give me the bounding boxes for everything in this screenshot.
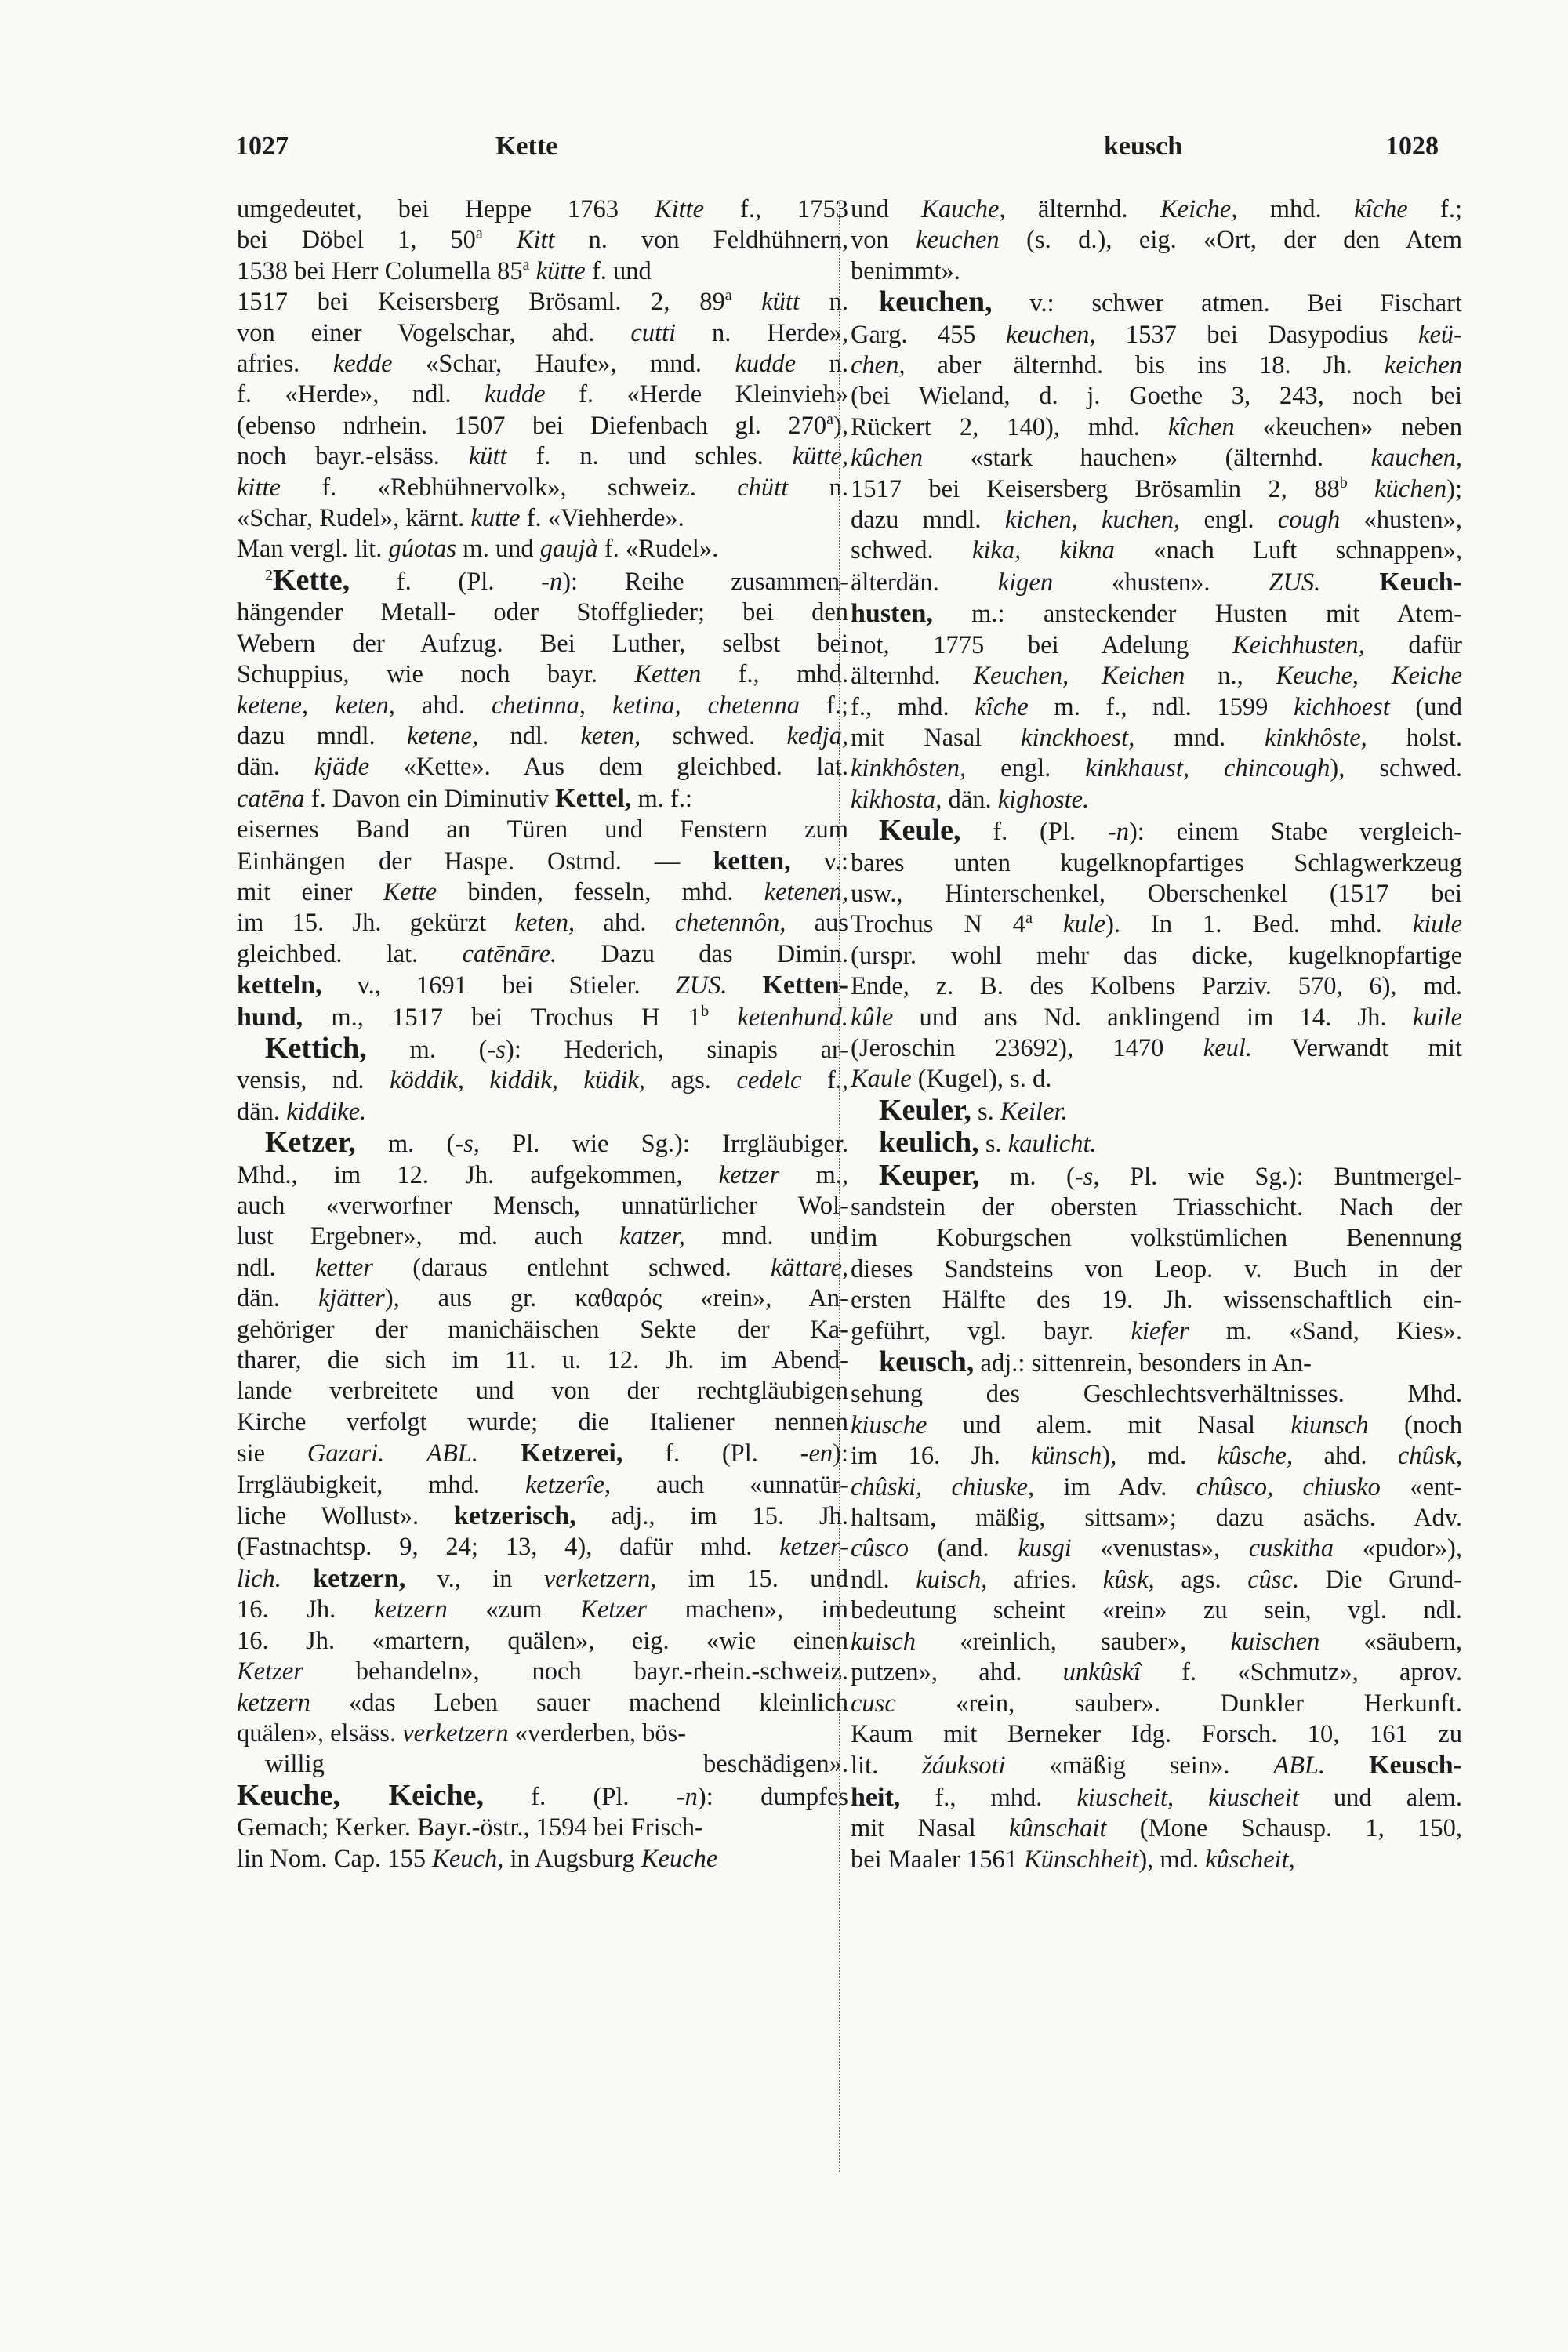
text-line: mit Nasal kinckhoest, mnd. kinkhôste, holst.: [851, 723, 1462, 752]
text-line: cusc «rein, sauber». Dunkler Herkunft.: [851, 1689, 1462, 1718]
text-line: cûsco (and. kusgi «venustas», cuskitha «pudor»),: [851, 1534, 1462, 1563]
text-line: dän. kjäde «Kette». Aus dem gleichbed. lat.: [237, 753, 848, 782]
text-line: 1517 bei Keisersberg Brösamlin 2, 88$^b$ küchen);: [851, 474, 1462, 503]
text-line: Mhd., im 12. Jh. aufgekommen, ketzer m.,: [237, 1160, 848, 1189]
text-line: älternhd. Keuchen, Keichen n., Keuche, Keiche: [851, 662, 1462, 691]
text-line: Schuppius, wie noch bayr. Ketten f., mhd.: [237, 660, 848, 689]
text-line: schwed. kika, kikna «nach Luft schnappen»,: [851, 536, 1462, 565]
text-line: vensis, nd. köddik, kiddik, küdik, ags. cedelc f.,: [237, 1066, 848, 1095]
page-number-left: 1027: [235, 132, 289, 161]
text-line: willig beschädigen».: [265, 1750, 848, 1779]
text-line: keuchen, v.: schwer atmen. Bei Fischart: [879, 287, 1462, 319]
text-line: ersten Hälfte des 19. Jh. wissenschaftlich ein-: [851, 1286, 1462, 1315]
text-line: lust Ergebner», md. auch katzer, mnd. und: [237, 1222, 848, 1251]
text-line: Kirche verfolgt wurde; die Italiener nennen: [237, 1407, 848, 1436]
text-line: (ebenso ndrhein. 1507 bei Diefenbach gl. 270$^a$),: [237, 411, 848, 440]
text-line: putzen», ahd. unkûskî f. «Schmutz», aprov.: [851, 1658, 1462, 1687]
text-line: Kettich, m. (-s): Hederich, sinapis ar-: [265, 1033, 848, 1065]
text-line: Man vergl. lit. gúotas m. und gaujà f. «Rudel».: [237, 535, 719, 564]
text-line: Einhängen der Haspe. Ostmd. — ketten, v.:: [237, 846, 848, 876]
text-line: bei Maaler 1561 Künschheit), md. kûscheit,: [851, 1845, 1295, 1874]
text-line: Kaum mit Berneker Idg. Forsch. 10, 161 zu: [851, 1719, 1462, 1748]
text-line: (Jeroschin 23692), 1470 keul. Verwandt mit: [851, 1033, 1462, 1062]
text-line: umgedeutet, bei Heppe 1763 Kitte f., 1753: [237, 195, 848, 223]
text-line: Kaule (Kugel), s. d.: [851, 1065, 1052, 1094]
right-column: [851, 194, 1462, 1875]
text-line: gehöriger der manichäischen Sekte der Ka-: [237, 1315, 848, 1344]
text-line: dän. kiddike.: [237, 1097, 367, 1126]
text-line: ketene, keten, ahd. chetinna, ketina, chetenna f.;: [237, 691, 848, 720]
text-line: kûchen «stark hauchen» (älternhd. kauchen,: [851, 444, 1462, 473]
text-line: f., mhd. kîche m. f., ndl. 1599 kichhoest (und: [851, 692, 1462, 721]
text-line: (urspr. wohl mehr das dicke, kugelknopfartige: [851, 941, 1462, 970]
text-line: Irrgläubigkeit, mhd. ketzerîe, auch «unnatür-: [237, 1470, 848, 1499]
text-line: ketzern «das Leben sauer machend kleinlich: [237, 1688, 848, 1717]
text-line: catēna f. Davon ein Diminutiv Kettel, m. f.:: [237, 783, 693, 813]
text-line: sandstein der obersten Triasschicht. Nach der: [851, 1193, 1462, 1221]
column-divider: [839, 202, 840, 2172]
text-line: $^2$Kette, f. (Pl. -n): Reihe zusammen-: [265, 564, 848, 597]
text-line: lich. ketzern, v., in verketzern, im 15. und: [237, 1563, 848, 1593]
text-line: gleichbed. lat. catēnāre. Dazu das Dimin.: [237, 939, 848, 968]
text-line: dazu mndl. ketene, ndl. keten, schwed. kedja,: [237, 721, 848, 750]
text-line: Ketzer, m. (-s, Pl. wie Sg.): Irrgläubiger.: [265, 1127, 848, 1160]
text-line: und Kauche, älternhd. Keiche, mhd. kîche f.;: [851, 195, 1462, 223]
text-line: keusch, adj.: sittenrein, besonders in An-: [879, 1347, 1312, 1379]
text-line: kiusche und alem. mit Nasal kiunsch (noch: [851, 1410, 1462, 1439]
text-line: «Schar, Rudel», kärnt. kutte f. «Viehherde».: [237, 504, 684, 533]
text-line: eisernes Band an Türen und Fenstern zum: [237, 815, 848, 844]
text-line: kinkhôsten, engl. kinkhaust, chincough), schwed.: [851, 754, 1462, 783]
text-line: Keuche, Keiche, f. (Pl. -n): dumpfes: [237, 1780, 848, 1812]
text-line: Ende, z. B. des Kolbens Parziv. 570, 6), md.: [851, 972, 1462, 1001]
text-line: älterdän. kigen «husten». ZUS. Keuch-: [851, 567, 1462, 597]
text-line: bei Döbel 1, 50$^a$ Kitt n. von Feldhühnern,: [237, 225, 848, 255]
text-line: kikhosta, dän. kighoste.: [851, 785, 1090, 814]
text-line: keulich, s. kaulicht.: [879, 1127, 1097, 1160]
text-line: benimmt».: [851, 256, 960, 285]
text-line: im 15. Jh. gekürzt keten, ahd. chetennôn, aus: [237, 909, 848, 938]
text-line: auch «verworfner Mensch, unnatürlicher Wol-: [237, 1192, 848, 1220]
page-number-right: 1028: [1385, 132, 1439, 161]
running-headword-right: keusch: [1104, 132, 1183, 161]
text-line: geführt, vgl. bayr. kiefer m. «Sand, Kies».: [851, 1316, 1462, 1345]
text-line: Keule, f. (Pl. -n): einem Stabe vergleich-: [879, 815, 1462, 848]
text-line: ndl. ketter (daraus entlehnt schwed. kättare,: [237, 1253, 848, 1282]
page-header: [235, 132, 1439, 179]
text-line: dazu mndl. kichen, kuchen, engl. cough «husten»,: [851, 506, 1462, 535]
text-line: heit, f., mhd. kiuscheit, kiuscheit und alem.: [851, 1782, 1462, 1812]
text-line: im 16. Jh. künsch), md. kûsche, ahd. chûsk,: [851, 1442, 1462, 1471]
text-line: kitte f. «Rebhühnervolk», schweiz. chütt n.: [237, 473, 848, 502]
text-line: chen, aber älternhd. bis ins 18. Jh. keichen: [851, 351, 1462, 380]
text-line: mit Nasal kûnschait (Mone Schausp. 1, 150,: [851, 1814, 1462, 1843]
text-line: kuisch «reinlich, sauber», kuischen «säubern,: [851, 1627, 1462, 1656]
text-line: Garg. 455 keuchen, 1537 bei Dasypodius keü-: [851, 320, 1462, 349]
text-line: (bei Wieland, d. j. Goethe 3, 243, noch bei: [851, 382, 1462, 411]
text-line: tharer, die sich im 11. u. 12. Jh. im Abend-: [237, 1346, 848, 1375]
text-line: Webern der Aufzug. Bei Luther, selbst bei: [237, 629, 848, 658]
text-line: chûski, chiuske, im Adv. chûsco, chiusko «ent-: [851, 1472, 1462, 1501]
text-line: lin Nom. Cap. 155 Keuch, in Augsburg Keuche: [237, 1844, 718, 1873]
text-line: usw., Hinterschenkel, Oberschenkel (1517 bei: [851, 879, 1462, 908]
text-line: mit einer Kette binden, fesseln, mhd. ketenen,: [237, 877, 848, 906]
text-line: Keuper, m. (-s, Pl. wie Sg.): Buntmergel-: [879, 1160, 1462, 1192]
text-line: hund, m., 1517 bei Trochus H 1$^b$ ketenhund.: [237, 1002, 848, 1032]
text-line: noch bayr.-elsäss. kütt f. n. und schles. kütte,: [237, 442, 848, 471]
text-line: liche Wollust». ketzerisch, adj., im 15. Jh.: [237, 1501, 848, 1531]
text-line: f. «Herde», ndl. kudde f. «Herde Kleinvieh»: [237, 380, 848, 409]
text-line: Gemach; Kerker. Bayr.-östr., 1594 bei Frisch-: [237, 1813, 703, 1842]
text-line: lande verbreitete und von der rechtgläubigen: [237, 1377, 848, 1406]
text-line: 16. Jh. ketzern «zum Ketzer machen», im: [237, 1595, 848, 1624]
text-line: (Fastnachtsp. 9, 24; 13, 4), dafür mhd. ketzer-: [237, 1533, 848, 1562]
text-line: von keuchen (s. d.), eig. «Ort, der den Atem: [851, 226, 1462, 255]
text-line: sehung des Geschlechtsverhältnisses. Mhd.: [851, 1380, 1462, 1409]
text-line: ketteln, v., 1691 bei Stieler. ZUS. Ketten-: [237, 971, 848, 1000]
text-line: bedeutung scheint «rein» zu sein, vgl. ndl.: [851, 1596, 1462, 1625]
text-line: Trochus N 4$^a$ kule). In 1. Bed. mhd. kiule: [851, 909, 1462, 939]
running-headword-left: Kette: [495, 132, 558, 161]
text-line: Keuler, s. Keiler.: [879, 1094, 1068, 1127]
text-line: sie Gazari. ABL. Ketzerei, f. (Pl. -en):: [237, 1439, 848, 1468]
text-line: quälen», elsäss. verketzern «verderben, bös-: [237, 1719, 687, 1748]
text-line: hängender Metall- oder Stoffglieder; bei den: [237, 598, 848, 627]
text-line: von einer Vogelschar, ahd. cutti n. Herde»,: [237, 318, 848, 347]
text-line: Rückert 2, 140), mhd. kîchen «keuchen» neben: [851, 412, 1462, 441]
text-line: 16. Jh. «martern, quälen», eig. «wie einen: [237, 1626, 848, 1655]
text-line: haltsam, mäßig, sittsam»; dazu asächs. Adv.: [851, 1504, 1462, 1533]
text-line: dän. kjätter), aus gr. καθαρός «rein», An-: [237, 1284, 848, 1313]
text-line: bares unten kugelknopfartiges Schlagwerkzeug: [851, 848, 1462, 877]
text-line: kûle und ans Nd. anklingend im 14. Jh. kuile: [851, 1003, 1462, 1032]
text-line: dieses Sandsteins von Leop. v. Buch in der: [851, 1254, 1462, 1283]
text-line: 1538 bei Herr Columella 85$^a$ kütte f. und: [237, 256, 652, 285]
text-line: im Koburgschen volkstümlichen Benennung: [851, 1224, 1462, 1253]
left-column: [237, 194, 848, 1875]
text-line: ndl. kuisch, afries. kûsk, ags. cûsc. Die Grund-: [851, 1565, 1462, 1594]
text-line: Ketzer behandeln», noch bayr.-rhein.-schweiz.: [237, 1657, 848, 1686]
text-line: afries. kedde «Schar, Haufe», mnd. kudde n.: [237, 350, 848, 379]
text-line: husten, m.: ansteckender Husten mit Atem-: [851, 599, 1462, 629]
text-line: not, 1775 bei Adelung Keichhusten, dafür: [851, 630, 1462, 659]
text-line: lit. žáuksoti «mäßig sein». ABL. Keusch-: [851, 1751, 1462, 1780]
text-line: 1517 bei Keisersberg Brösaml. 2, 89$^a$ kütt n.: [237, 287, 848, 317]
